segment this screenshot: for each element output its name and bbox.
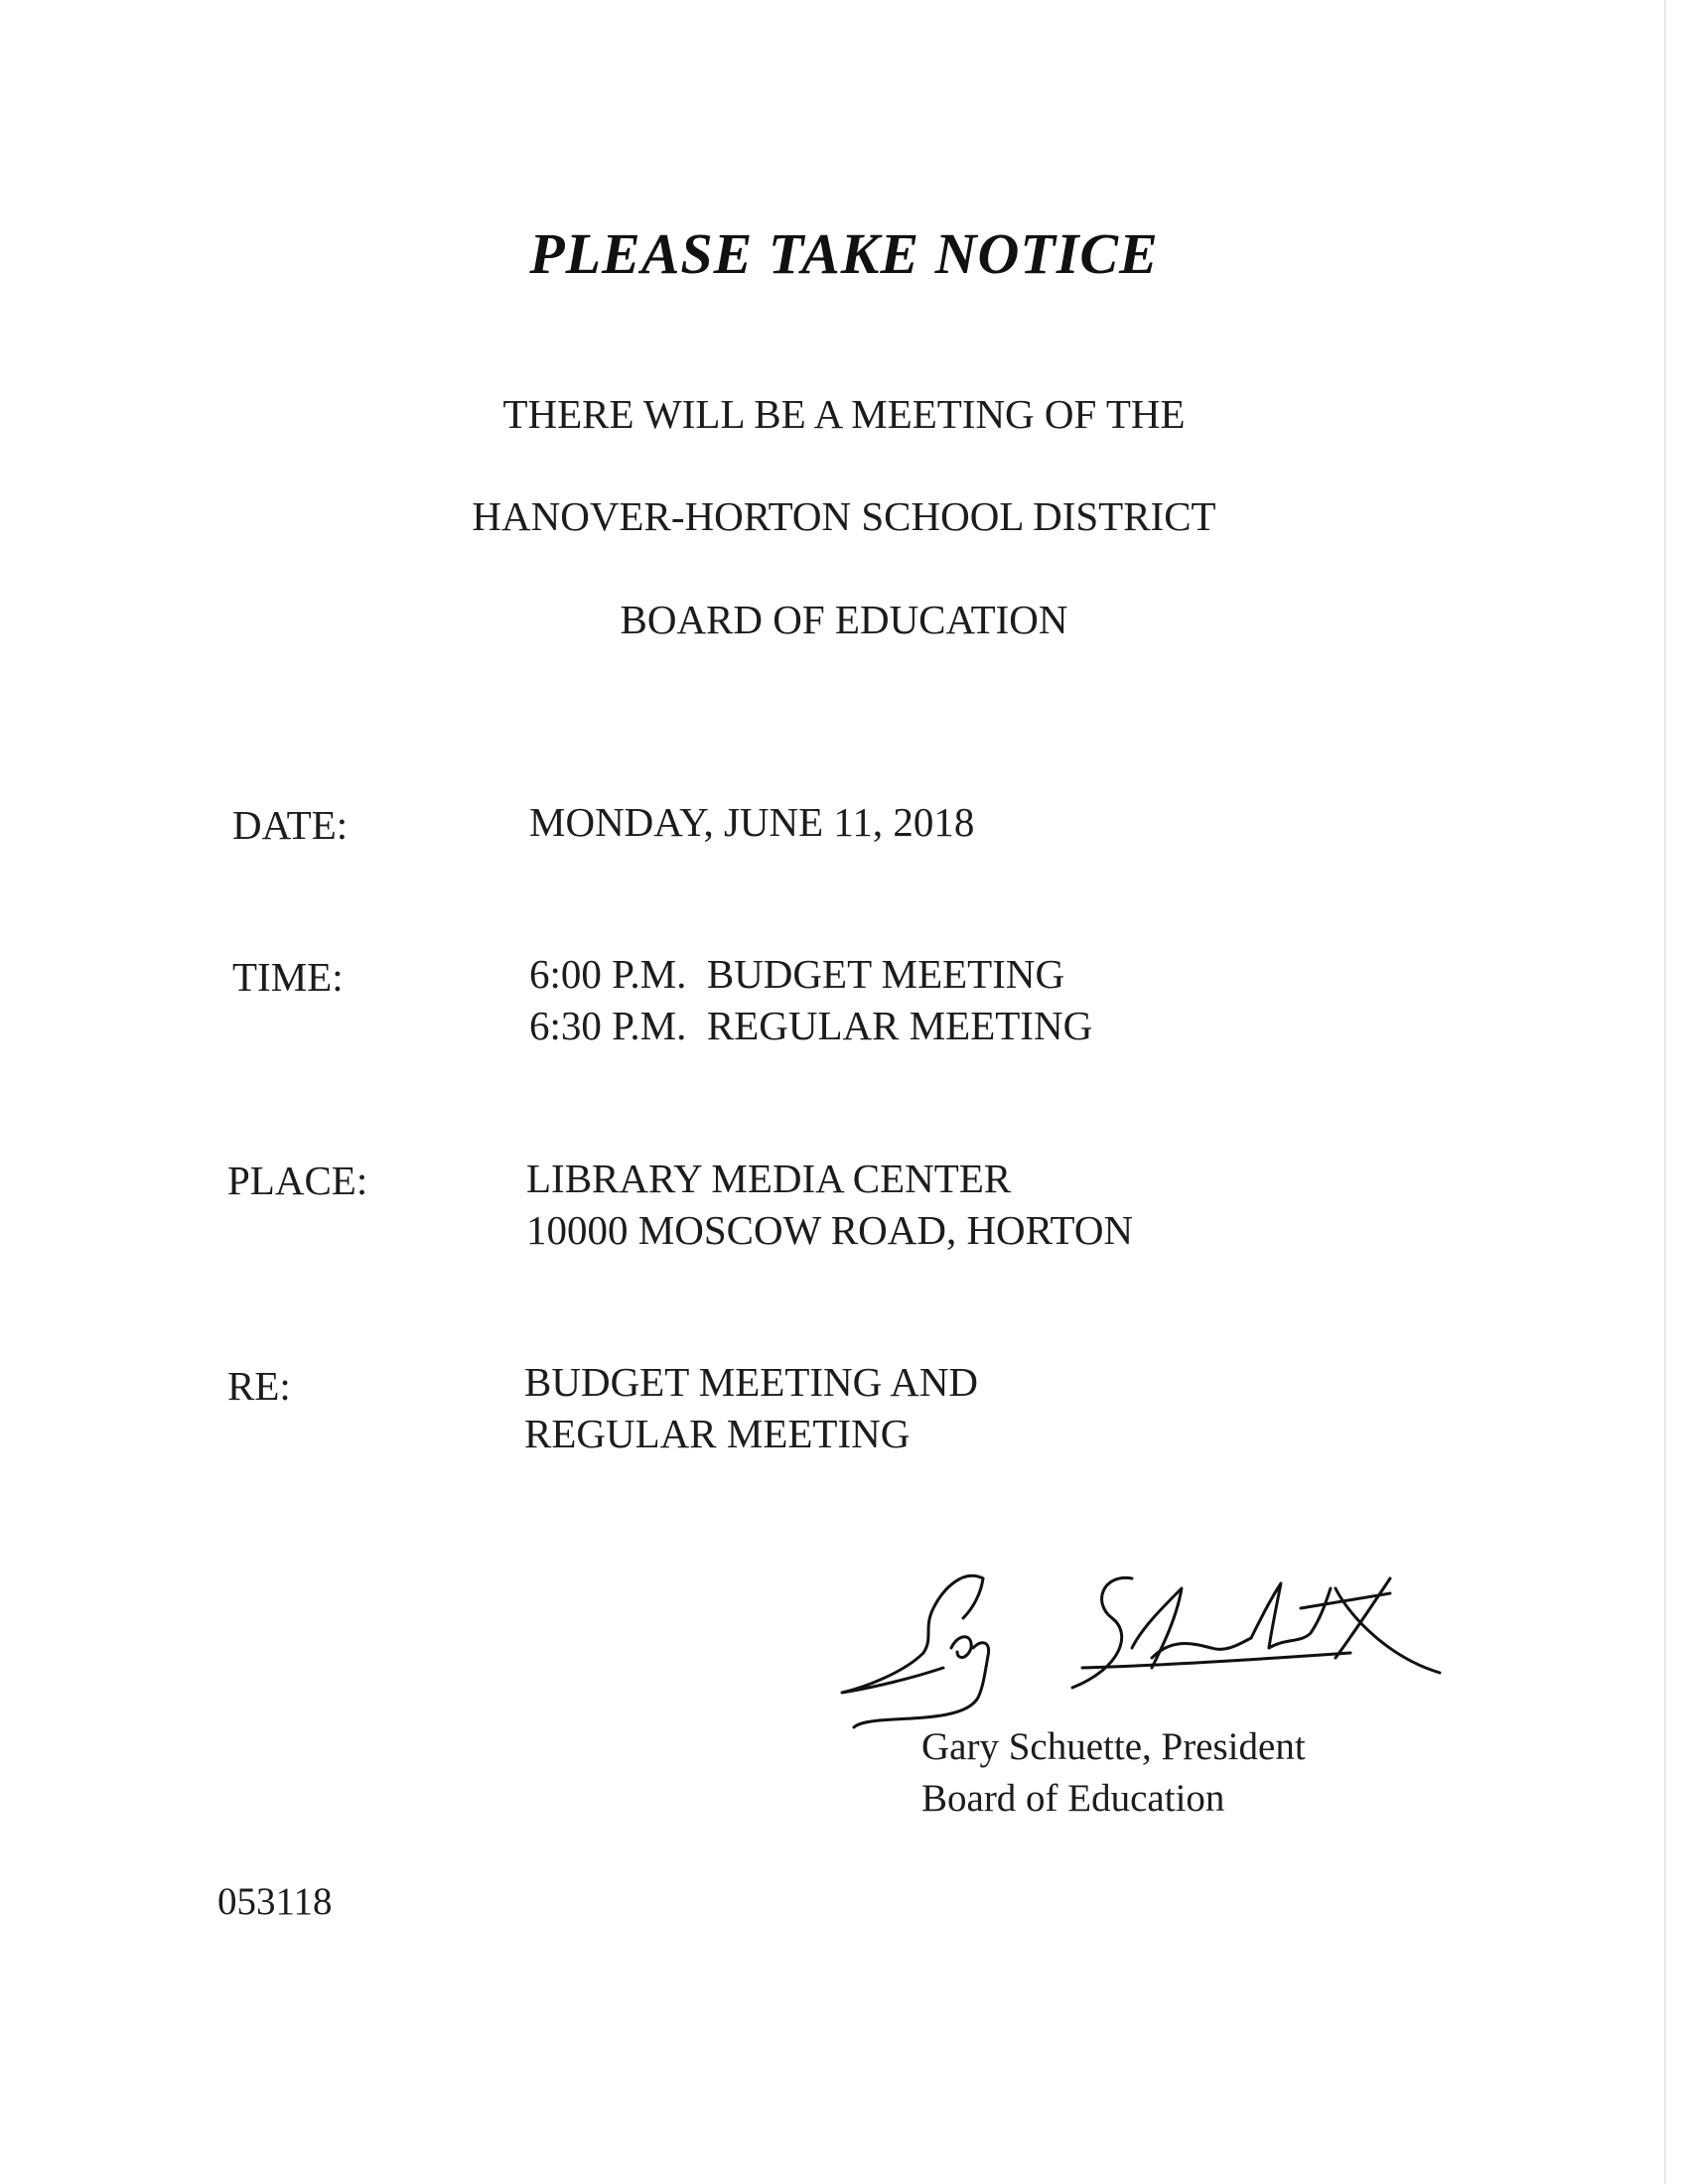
signer-block xyxy=(921,1721,1306,1825)
date-label: DATE: xyxy=(232,802,349,848)
re-label: RE: xyxy=(227,1363,291,1409)
time-value-line-1: 6:00 P.M. BUDGET MEETING xyxy=(529,951,1065,997)
time-value xyxy=(529,948,1092,1051)
intro-line-3: BOARD OF EDUCATION xyxy=(620,597,1068,642)
document-code: 053118 xyxy=(217,1880,333,1923)
re-value-line-1: BUDGET MEETING AND xyxy=(524,1359,979,1405)
handwritten-signature xyxy=(834,1549,1450,1737)
intro-line-2: HANOVER-HORTON SCHOOL DISTRICT xyxy=(472,493,1216,539)
intro-line-1: THERE WILL BE A MEETING OF THE xyxy=(502,391,1186,437)
place-value-line-2: 10000 MOSCOW ROAD, HORTON xyxy=(526,1207,1134,1253)
place-label: PLACE: xyxy=(227,1158,368,1203)
time-value-line-2: 6:30 P.M. REGULAR MEETING xyxy=(529,1003,1093,1048)
place-value xyxy=(526,1153,1133,1256)
scan-edge-line xyxy=(1664,0,1666,2184)
place-value-line-1: LIBRARY MEDIA CENTER xyxy=(526,1156,1012,1201)
notice-title: PLEASE TAKE NOTICE xyxy=(529,221,1159,286)
time-label: TIME: xyxy=(232,954,344,1000)
date-value-line: MONDAY, JUNE 11, 2018 xyxy=(529,799,975,845)
signer-name: Gary Schuette, President xyxy=(921,1725,1306,1768)
date-value xyxy=(529,796,974,848)
signer-organization: Board of Education xyxy=(921,1777,1225,1820)
re-value-line-2: REGULAR MEETING xyxy=(524,1411,911,1456)
re-value xyxy=(524,1356,978,1459)
